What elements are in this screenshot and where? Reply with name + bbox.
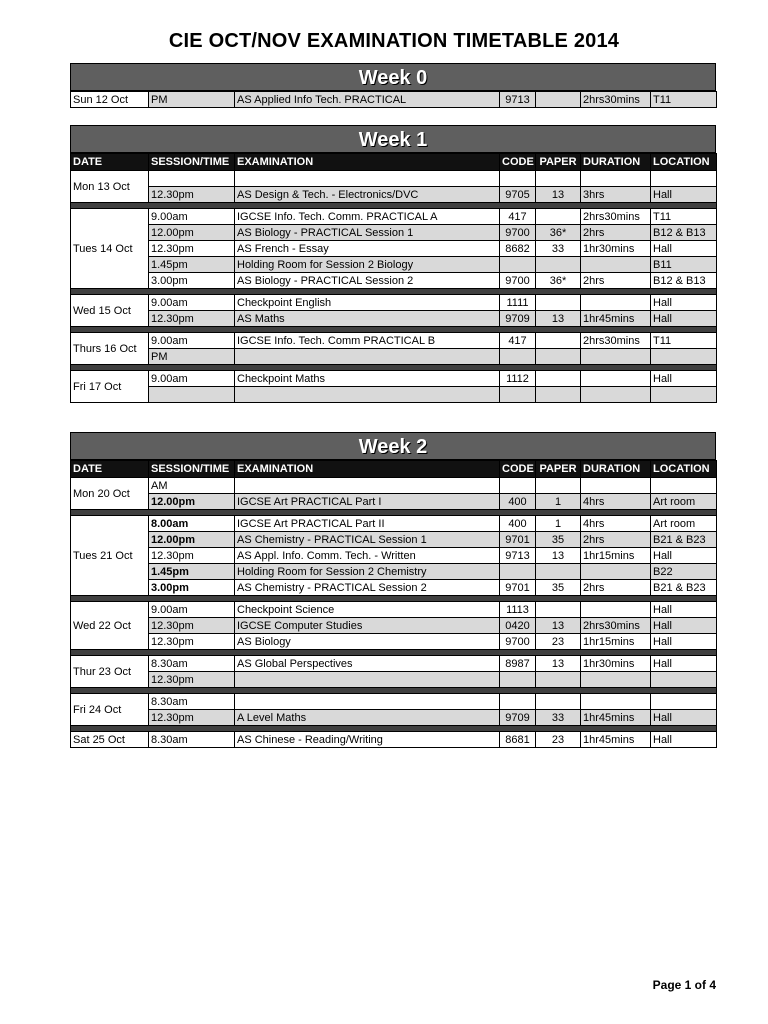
table-row <box>71 171 717 187</box>
time-cell: 9.00am <box>149 602 235 618</box>
location-cell: B11 <box>651 257 717 273</box>
header-code: CODE <box>500 461 536 478</box>
code-cell: 9709 <box>500 710 536 726</box>
location-cell: Hall <box>651 656 717 672</box>
table-row <box>71 257 717 273</box>
exam-cell <box>235 171 500 187</box>
header-exam: EXAMINATION <box>235 154 500 171</box>
table-row <box>71 387 717 403</box>
paper-cell <box>536 371 581 387</box>
location-cell: Hall <box>651 634 717 650</box>
exam-cell: AS Chemistry - PRACTICAL Session 1 <box>235 532 500 548</box>
exam-cell: AS Chinese - Reading/Writing <box>235 732 500 748</box>
table-row <box>71 333 717 349</box>
table-row <box>71 241 717 257</box>
header-location: LOCATION <box>651 461 717 478</box>
location-cell: Hall <box>651 548 717 564</box>
header-duration: DURATION <box>581 461 651 478</box>
paper-cell <box>536 694 581 710</box>
week-0-section <box>70 63 716 108</box>
paper-cell <box>536 257 581 273</box>
duration-cell: 1hr45mins <box>581 732 651 748</box>
table-row <box>71 634 717 650</box>
paper-cell <box>536 209 581 225</box>
date-cell: Thurs 16 Oct <box>71 333 149 365</box>
time-cell: 3.00pm <box>149 580 235 596</box>
exam-cell <box>235 387 500 403</box>
paper-cell <box>536 478 581 494</box>
duration-cell <box>581 295 651 311</box>
time-cell: 9.00am <box>149 209 235 225</box>
table-row <box>71 494 717 510</box>
header-date: DATE <box>71 461 149 478</box>
duration-cell: 2hrs30mins <box>581 333 651 349</box>
table-row <box>71 564 717 580</box>
location-cell: Hall <box>651 602 717 618</box>
location-cell <box>651 171 717 187</box>
paper-cell: 13 <box>536 548 581 564</box>
paper-cell <box>536 349 581 365</box>
week-1-title: Week 1 <box>70 125 716 153</box>
location-cell <box>651 349 717 365</box>
code-cell: 9700 <box>500 273 536 289</box>
time-cell: 12.00pm <box>149 225 235 241</box>
duration-cell <box>581 478 651 494</box>
exam-cell: AS Global Perspectives <box>235 656 500 672</box>
paper-cell <box>536 295 581 311</box>
time-cell: 8.00am <box>149 516 235 532</box>
table-row <box>71 371 717 387</box>
code-cell <box>500 387 536 403</box>
code-cell: 9701 <box>500 580 536 596</box>
exam-cell: IGCSE Info. Tech. Comm PRACTICAL B <box>235 333 500 349</box>
header-row <box>71 461 717 478</box>
date-cell: Mon 13 Oct <box>71 171 149 203</box>
header-duration: DURATION <box>581 154 651 171</box>
time-cell: 12.30pm <box>149 311 235 327</box>
code-cell: 400 <box>500 516 536 532</box>
table-row <box>71 532 717 548</box>
exam-cell: Checkpoint Science <box>235 602 500 618</box>
location-cell: B22 <box>651 564 717 580</box>
table-row <box>71 710 717 726</box>
duration-cell <box>581 171 651 187</box>
duration-cell <box>581 257 651 273</box>
code-cell: 400 <box>500 494 536 510</box>
paper-cell <box>536 171 581 187</box>
time-cell <box>149 387 235 403</box>
paper-cell: 13 <box>536 187 581 203</box>
code-cell: 9705 <box>500 187 536 203</box>
location-cell: B21 & B23 <box>651 580 717 596</box>
code-cell: 8681 <box>500 732 536 748</box>
paper-cell <box>536 602 581 618</box>
time-cell: 12.30pm <box>149 634 235 650</box>
duration-cell: 2hrs <box>581 225 651 241</box>
time-cell: 9.00am <box>149 295 235 311</box>
date-cell: Fri 17 Oct <box>71 371 149 403</box>
table-row <box>71 618 717 634</box>
code-cell: 1112 <box>500 371 536 387</box>
code-cell: 1111 <box>500 295 536 311</box>
header-paper: PAPER <box>536 461 581 478</box>
time-cell: 12.30pm <box>149 618 235 634</box>
duration-cell: 2hrs30mins <box>581 618 651 634</box>
duration-cell: 2hrs <box>581 273 651 289</box>
duration-cell: 2hrs <box>581 532 651 548</box>
time-cell: 1.45pm <box>149 257 235 273</box>
paper-cell <box>536 92 581 108</box>
code-cell <box>500 171 536 187</box>
exam-cell: AS Applied Info Tech. PRACTICAL <box>235 92 500 108</box>
time-cell: 9.00am <box>149 333 235 349</box>
header-exam: EXAMINATION <box>235 461 500 478</box>
exam-cell: AS Maths <box>235 311 500 327</box>
header-row <box>71 154 717 171</box>
code-cell: 417 <box>500 333 536 349</box>
header-paper: PAPER <box>536 154 581 171</box>
exam-cell: AS Chemistry - PRACTICAL Session 2 <box>235 580 500 596</box>
time-cell: 12.30pm <box>149 548 235 564</box>
location-cell <box>651 478 717 494</box>
table-row <box>71 516 717 532</box>
time-cell: 12.30pm <box>149 710 235 726</box>
duration-cell: 1hr15mins <box>581 548 651 564</box>
exam-cell: Checkpoint English <box>235 295 500 311</box>
time-cell: 9.00am <box>149 371 235 387</box>
table-row <box>71 295 717 311</box>
time-cell: 8.30am <box>149 694 235 710</box>
date-cell: Tues 21 Oct <box>71 516 149 596</box>
location-cell: Hall <box>651 295 717 311</box>
time-cell: PM <box>149 92 235 108</box>
week-1-section <box>70 125 716 403</box>
time-cell: AM <box>149 478 235 494</box>
exam-cell: IGCSE Computer Studies <box>235 618 500 634</box>
table-row <box>71 732 717 748</box>
duration-cell: 2hrs30mins <box>581 209 651 225</box>
code-cell <box>500 257 536 273</box>
exam-cell: AS Biology - PRACTICAL Session 1 <box>235 225 500 241</box>
code-cell: 8682 <box>500 241 536 257</box>
code-cell: 9701 <box>500 532 536 548</box>
paper-cell: 23 <box>536 634 581 650</box>
location-cell <box>651 694 717 710</box>
paper-cell: 13 <box>536 311 581 327</box>
location-cell: Hall <box>651 187 717 203</box>
paper-cell: 36* <box>536 225 581 241</box>
location-cell: T11 <box>651 209 717 225</box>
header-date: DATE <box>71 154 149 171</box>
week-1-table <box>70 153 717 403</box>
time-cell: PM <box>149 349 235 365</box>
exam-cell <box>235 694 500 710</box>
week-2-table <box>70 460 717 748</box>
exam-cell: A Level Maths <box>235 710 500 726</box>
duration-cell: 2hrs <box>581 580 651 596</box>
header-location: LOCATION <box>651 154 717 171</box>
location-cell: Art room <box>651 516 717 532</box>
code-cell <box>500 564 536 580</box>
location-cell: Hall <box>651 618 717 634</box>
time-cell: 12.00pm <box>149 532 235 548</box>
paper-cell: 13 <box>536 618 581 634</box>
date-cell: Fri 24 Oct <box>71 694 149 726</box>
paper-cell: 33 <box>536 710 581 726</box>
exam-cell: AS Design & Tech. - Electronics/DVC <box>235 187 500 203</box>
location-cell: Art room <box>651 494 717 510</box>
table-row <box>71 672 717 688</box>
exam-cell: AS Biology <box>235 634 500 650</box>
table-row <box>71 580 717 596</box>
paper-cell: 13 <box>536 656 581 672</box>
page-number: Page 1 of 4 <box>652 978 716 992</box>
paper-cell <box>536 333 581 349</box>
code-cell: 9700 <box>500 634 536 650</box>
duration-cell <box>581 564 651 580</box>
time-cell: 12.30pm <box>149 672 235 688</box>
code-cell: 9713 <box>500 92 536 108</box>
exam-cell <box>235 349 500 365</box>
location-cell: B12 & B13 <box>651 273 717 289</box>
location-cell: Hall <box>651 732 717 748</box>
paper-cell: 33 <box>536 241 581 257</box>
date-cell: Sat 25 Oct <box>71 732 149 748</box>
table-row <box>71 694 717 710</box>
location-cell: Hall <box>651 710 717 726</box>
exam-cell: AS Appl. Info. Comm. Tech. - Written <box>235 548 500 564</box>
exam-cell: IGCSE Art PRACTICAL Part II <box>235 516 500 532</box>
duration-cell <box>581 371 651 387</box>
duration-cell <box>581 387 651 403</box>
table-row <box>71 478 717 494</box>
week-0-title: Week 0 <box>70 63 716 91</box>
time-cell: 1.45pm <box>149 564 235 580</box>
paper-cell: 23 <box>536 732 581 748</box>
location-cell <box>651 387 717 403</box>
time-cell: 8.30am <box>149 656 235 672</box>
duration-cell: 3hrs <box>581 187 651 203</box>
date-cell: Sun 12 Oct <box>71 92 149 108</box>
exam-cell: AS French - Essay <box>235 241 500 257</box>
code-cell: 8987 <box>500 656 536 672</box>
paper-cell <box>536 672 581 688</box>
code-cell <box>500 672 536 688</box>
paper-cell: 36* <box>536 273 581 289</box>
table-row <box>71 187 717 203</box>
duration-cell: 1hr45mins <box>581 311 651 327</box>
code-cell <box>500 349 536 365</box>
location-cell: Hall <box>651 241 717 257</box>
exam-cell: IGCSE Info. Tech. Comm. PRACTICAL A <box>235 209 500 225</box>
week-2-section <box>70 432 716 748</box>
duration-cell: 1hr30mins <box>581 656 651 672</box>
duration-cell: 1hr15mins <box>581 634 651 650</box>
table-row <box>71 209 717 225</box>
paper-cell: 1 <box>536 516 581 532</box>
date-cell: Tues 14 Oct <box>71 209 149 289</box>
table-row <box>71 225 717 241</box>
code-cell <box>500 694 536 710</box>
location-cell: Hall <box>651 371 717 387</box>
exam-cell: Checkpoint Maths <box>235 371 500 387</box>
exam-cell: AS Biology - PRACTICAL Session 2 <box>235 273 500 289</box>
week-2-title: Week 2 <box>70 432 716 460</box>
duration-cell: 1hr45mins <box>581 710 651 726</box>
exam-cell: Holding Room for Session 2 Chemistry <box>235 564 500 580</box>
duration-cell: 4hrs <box>581 494 651 510</box>
header-session: SESSION/TIME <box>149 154 235 171</box>
duration-cell <box>581 349 651 365</box>
duration-cell <box>581 602 651 618</box>
duration-cell <box>581 672 651 688</box>
table-row <box>71 273 717 289</box>
table-row <box>71 311 717 327</box>
time-cell <box>149 171 235 187</box>
duration-cell: 4hrs <box>581 516 651 532</box>
date-cell: Thur 23 Oct <box>71 656 149 688</box>
location-cell: Hall <box>651 311 717 327</box>
date-cell: Wed 22 Oct <box>71 602 149 650</box>
page-title: CIE OCT/NOV EXAMINATION TIMETABLE 2014 <box>168 30 620 52</box>
header-session: SESSION/TIME <box>149 461 235 478</box>
code-cell: 9713 <box>500 548 536 564</box>
duration-cell: 1hr30mins <box>581 241 651 257</box>
location-cell <box>651 672 717 688</box>
date-cell: Mon 20 Oct <box>71 478 149 510</box>
date-cell: Wed 15 Oct <box>71 295 149 327</box>
header-code: CODE <box>500 154 536 171</box>
time-cell: 3.00pm <box>149 273 235 289</box>
paper-cell: 35 <box>536 580 581 596</box>
paper-cell <box>536 387 581 403</box>
location-cell: T11 <box>651 92 717 108</box>
time-cell: 12.00pm <box>149 494 235 510</box>
duration-cell: 2hrs30mins <box>581 92 651 108</box>
location-cell: B21 & B23 <box>651 532 717 548</box>
code-cell <box>500 478 536 494</box>
paper-cell: 35 <box>536 532 581 548</box>
time-cell: 8.30am <box>149 732 235 748</box>
exam-cell: IGCSE Art PRACTICAL Part I <box>235 494 500 510</box>
time-cell: 12.30pm <box>149 241 235 257</box>
code-cell: 1113 <box>500 602 536 618</box>
location-cell: B12 & B13 <box>651 225 717 241</box>
table-row <box>71 602 717 618</box>
exam-cell <box>235 478 500 494</box>
location-cell: T11 <box>651 333 717 349</box>
paper-cell <box>536 564 581 580</box>
paper-cell: 1 <box>536 494 581 510</box>
exam-cell: Holding Room for Session 2 Biology <box>235 257 500 273</box>
exam-cell <box>235 672 500 688</box>
time-cell: 12.30pm <box>149 187 235 203</box>
table-row <box>71 548 717 564</box>
week-0-table <box>70 91 717 108</box>
code-cell: 417 <box>500 209 536 225</box>
code-cell: 9700 <box>500 225 536 241</box>
code-cell: 0420 <box>500 618 536 634</box>
duration-cell <box>581 694 651 710</box>
code-cell: 9709 <box>500 311 536 327</box>
table-row <box>71 656 717 672</box>
table-row <box>71 349 717 365</box>
table-row <box>71 92 717 108</box>
